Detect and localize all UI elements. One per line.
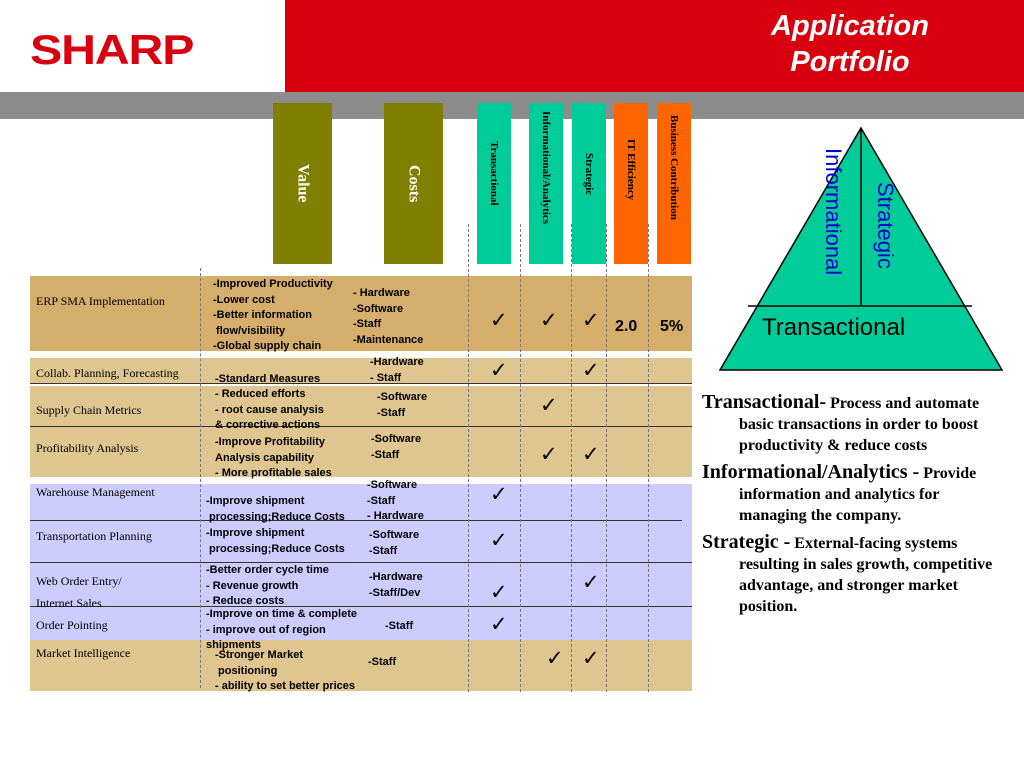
description-term: Transactional- <box>702 391 827 413</box>
value-cell-profitability <box>215 435 332 482</box>
col-header-value <box>273 103 332 264</box>
cost-line: -Staff <box>385 620 414 632</box>
row-separator <box>30 562 692 563</box>
value-cell-collab <box>215 372 320 388</box>
value-line: shipments <box>206 639 262 651</box>
description-term: Strategic - <box>702 531 791 553</box>
check-icon: ✓ <box>582 646 600 670</box>
col-header-transactional <box>477 103 511 264</box>
row-label-collab: Collab. Planning, Forecasting <box>36 366 179 380</box>
triangle-label-transactional: Transactional <box>762 314 906 341</box>
cost-line: -Software <box>353 302 404 315</box>
triangle-label-informational: Informational <box>821 148 846 276</box>
cost-cell-market-intel <box>368 655 396 671</box>
it-efficiency-value: 2.0 <box>615 318 638 335</box>
value-line: -Standard Measures <box>215 373 321 385</box>
check-icon: ✓ <box>540 308 558 332</box>
value-line: processing;Reduce Costs <box>206 510 345 523</box>
cost-cell-erp <box>353 286 423 348</box>
value-line: - root cause analysis <box>215 403 324 416</box>
page-title <box>720 8 980 80</box>
col-header-informational-label: Informational/Analytics <box>540 111 552 225</box>
sharp-logo: SHARP <box>30 26 194 73</box>
check-icon: ✓ <box>490 580 508 604</box>
col-header-informational <box>529 103 563 264</box>
check-icon: ✓ <box>490 482 508 506</box>
title-line-2: Portfolio <box>790 46 910 78</box>
row-band-order-pointing <box>30 607 692 640</box>
value-line: flow/visibility <box>213 324 286 337</box>
row-label-erp: ERP SMA Implementation <box>36 294 165 308</box>
cost-line: -Staff <box>353 318 382 330</box>
check-icon: ✓ <box>540 442 558 466</box>
cost-cell-collab <box>370 355 424 386</box>
check-icon: ✓ <box>582 570 600 594</box>
gray-divider-bar <box>0 92 1024 119</box>
value-cell-market-intel <box>215 648 355 695</box>
cost-cell-supply-chain <box>377 390 427 421</box>
check-icon: ✓ <box>582 442 600 466</box>
value-cell-supply-chain <box>215 387 324 434</box>
description-transactional <box>702 392 1008 456</box>
value-line: -Better order cycle time <box>206 564 329 576</box>
cost-line: - Staff <box>370 371 402 384</box>
value-line: positioning <box>215 664 278 677</box>
value-line: -Global supply chain <box>213 340 322 352</box>
value-cell-erp <box>213 277 333 355</box>
col-header-business-contribution-label: Business Contribution <box>668 115 680 220</box>
value-line: -Better information <box>213 309 312 321</box>
cost-line: -Staff <box>369 544 398 557</box>
col-header-it-efficiency-label: IT Efficiency <box>625 139 637 201</box>
value-line: & corrective actions <box>215 419 321 431</box>
value-line: - ability to set better prices <box>215 680 355 692</box>
value-line: -Improved Productivity <box>213 278 333 290</box>
value-cell-web-order <box>206 563 329 610</box>
value-cell-order-pointing <box>206 607 357 654</box>
row-separator <box>30 383 692 384</box>
grid-line <box>468 224 469 692</box>
value-line: processing;Reduce Costs <box>206 542 345 555</box>
row-separator <box>30 426 692 427</box>
cost-cell-order-pointing <box>385 619 413 635</box>
row-label-profitability: Profitability Analysis <box>36 441 139 455</box>
description-text: External-facing systems resulting in sales growth, competitive advantage, and stronger market position. <box>739 535 993 615</box>
grid-line <box>520 224 521 692</box>
cost-line: - Hardware <box>353 287 410 299</box>
col-header-costs <box>384 103 443 264</box>
cost-line: -Hardware <box>370 356 424 368</box>
grid-line <box>571 224 572 692</box>
cost-line: -Staff/Dev <box>369 586 421 599</box>
value-line: - More profitable sales <box>215 467 332 479</box>
cost-line: -Staff <box>377 406 406 419</box>
check-icon: ✓ <box>546 646 564 670</box>
col-header-value-label: Value <box>294 164 312 203</box>
cost-cell-web-order <box>369 570 423 601</box>
value-line: Analysis capability <box>215 451 315 464</box>
description-informational <box>702 462 1008 526</box>
value-line: - Reduced efforts <box>215 388 306 400</box>
check-icon: ✓ <box>540 393 558 417</box>
row-label-transportation: Transportation Planning <box>36 529 152 543</box>
check-icon: ✓ <box>582 308 600 332</box>
row-label-web-order-line2: Internet Sales <box>36 596 102 610</box>
grid-line <box>606 224 607 692</box>
row-separator <box>30 606 692 607</box>
description-strategic <box>702 532 1008 617</box>
value-line: - Revenue growth <box>206 579 299 592</box>
cost-line: -Hardware <box>369 571 423 583</box>
row-label-order-pointing: Order Pointing <box>36 618 108 632</box>
cost-line: -Software <box>371 433 422 445</box>
check-icon: ✓ <box>490 528 508 552</box>
description-text: Process and automate basic transactions in order to boost productivity & reduce costs <box>739 395 980 454</box>
value-line: -Lower cost <box>213 293 275 306</box>
cost-line: - Hardware <box>367 510 424 522</box>
row-label-web-order-line1: Web Order Entry/ <box>36 574 122 588</box>
cost-line: -Software <box>377 391 428 403</box>
business-contribution-value: 5% <box>660 318 684 335</box>
value-line: -Improve Profitability <box>215 436 326 448</box>
cost-line: -Software <box>367 479 418 491</box>
check-icon: ✓ <box>490 612 508 636</box>
value-line: - improve out of region <box>206 623 326 636</box>
grid-line <box>200 268 201 688</box>
title-line-1: Application <box>771 10 929 42</box>
category-descriptions <box>702 392 1008 623</box>
cost-line: -Maintenance <box>353 333 424 346</box>
description-text: Provide information and analytics for managing the company. <box>739 465 977 524</box>
value-line: - Reduce costs <box>206 595 285 607</box>
row-separator <box>30 520 682 521</box>
row-label-warehouse: Warehouse Management <box>36 485 155 499</box>
col-header-transactional-label: Transactional <box>488 141 500 206</box>
cost-line: -Software <box>369 529 420 541</box>
value-line: -Improve shipment <box>206 527 305 539</box>
col-header-costs-label: Costs <box>405 164 423 203</box>
cost-line: -Staff <box>368 656 397 668</box>
description-term: Informational/Analytics - <box>702 461 920 483</box>
cost-cell-transportation <box>369 528 419 559</box>
col-header-it-efficiency <box>614 103 648 264</box>
row-label-supply-chain: Supply Chain Metrics <box>36 403 142 417</box>
value-cell-transportation <box>206 526 345 557</box>
cost-line: -Staff <box>371 448 400 461</box>
check-icon: ✓ <box>582 358 600 382</box>
grid-line <box>648 224 649 692</box>
row-label-market-intel: Market Intelligence <box>36 646 131 660</box>
col-header-strategic <box>572 103 606 264</box>
value-cell-warehouse <box>206 494 345 525</box>
value-line: -Improve on time & complete <box>206 608 357 620</box>
value-line: -Stronger Market <box>215 649 304 661</box>
col-header-strategic-label: Strategic <box>583 153 595 196</box>
check-icon: ✓ <box>490 308 508 332</box>
cost-cell-profitability <box>371 432 421 463</box>
col-header-business-contribution <box>657 103 691 264</box>
cost-cell-warehouse <box>367 478 424 525</box>
check-icon: ✓ <box>490 358 508 382</box>
value-line: -Improve shipment <box>206 495 305 507</box>
cost-line: -Staff <box>367 494 396 507</box>
triangle-label-strategic: Strategic <box>873 182 898 269</box>
